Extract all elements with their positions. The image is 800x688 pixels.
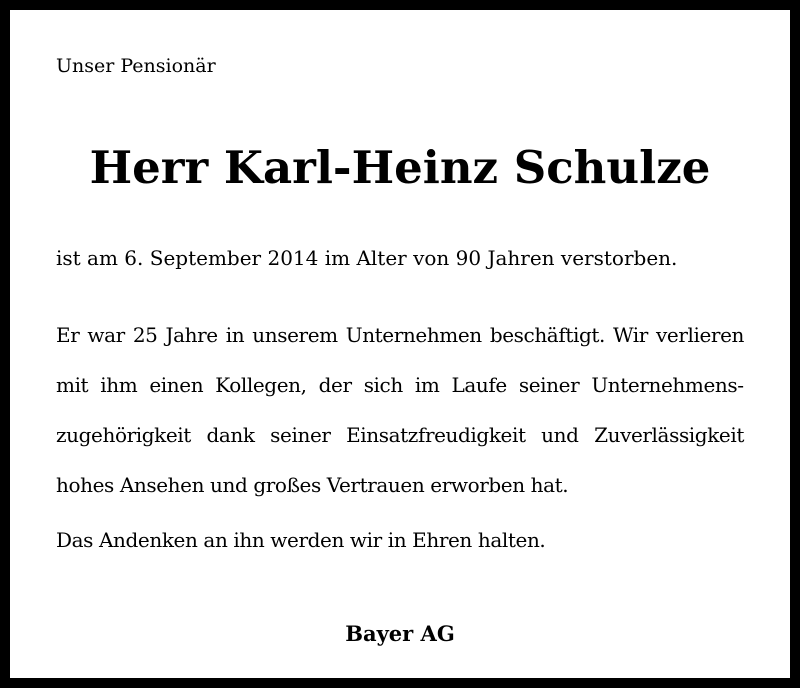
tribute-paragraph: Er war 25 Jahre in unserem Unternehmen beschäftigt. Wir verlieren mit ihm einen Kollegen, der sich im Laufe seiner Unternehmenszugehörigkeit dank seiner Einsatzfreudigkeit und Zuverlässigkeit hohes Ansehen und großes Vertrauen erworben hat. [56, 323, 744, 497]
death-statement: ist am 6. September 2014 im Alter von 90 Jahren verstorben. [56, 246, 678, 270]
company-signature: Bayer AG [345, 621, 455, 646]
memory-line: Das Andenken an ihn werden wir in Ehren halten. [56, 528, 546, 552]
intro-line: Unser Pensionär [56, 55, 216, 77]
deceased-name: Herr Karl-Heinz Schulze [89, 141, 711, 194]
